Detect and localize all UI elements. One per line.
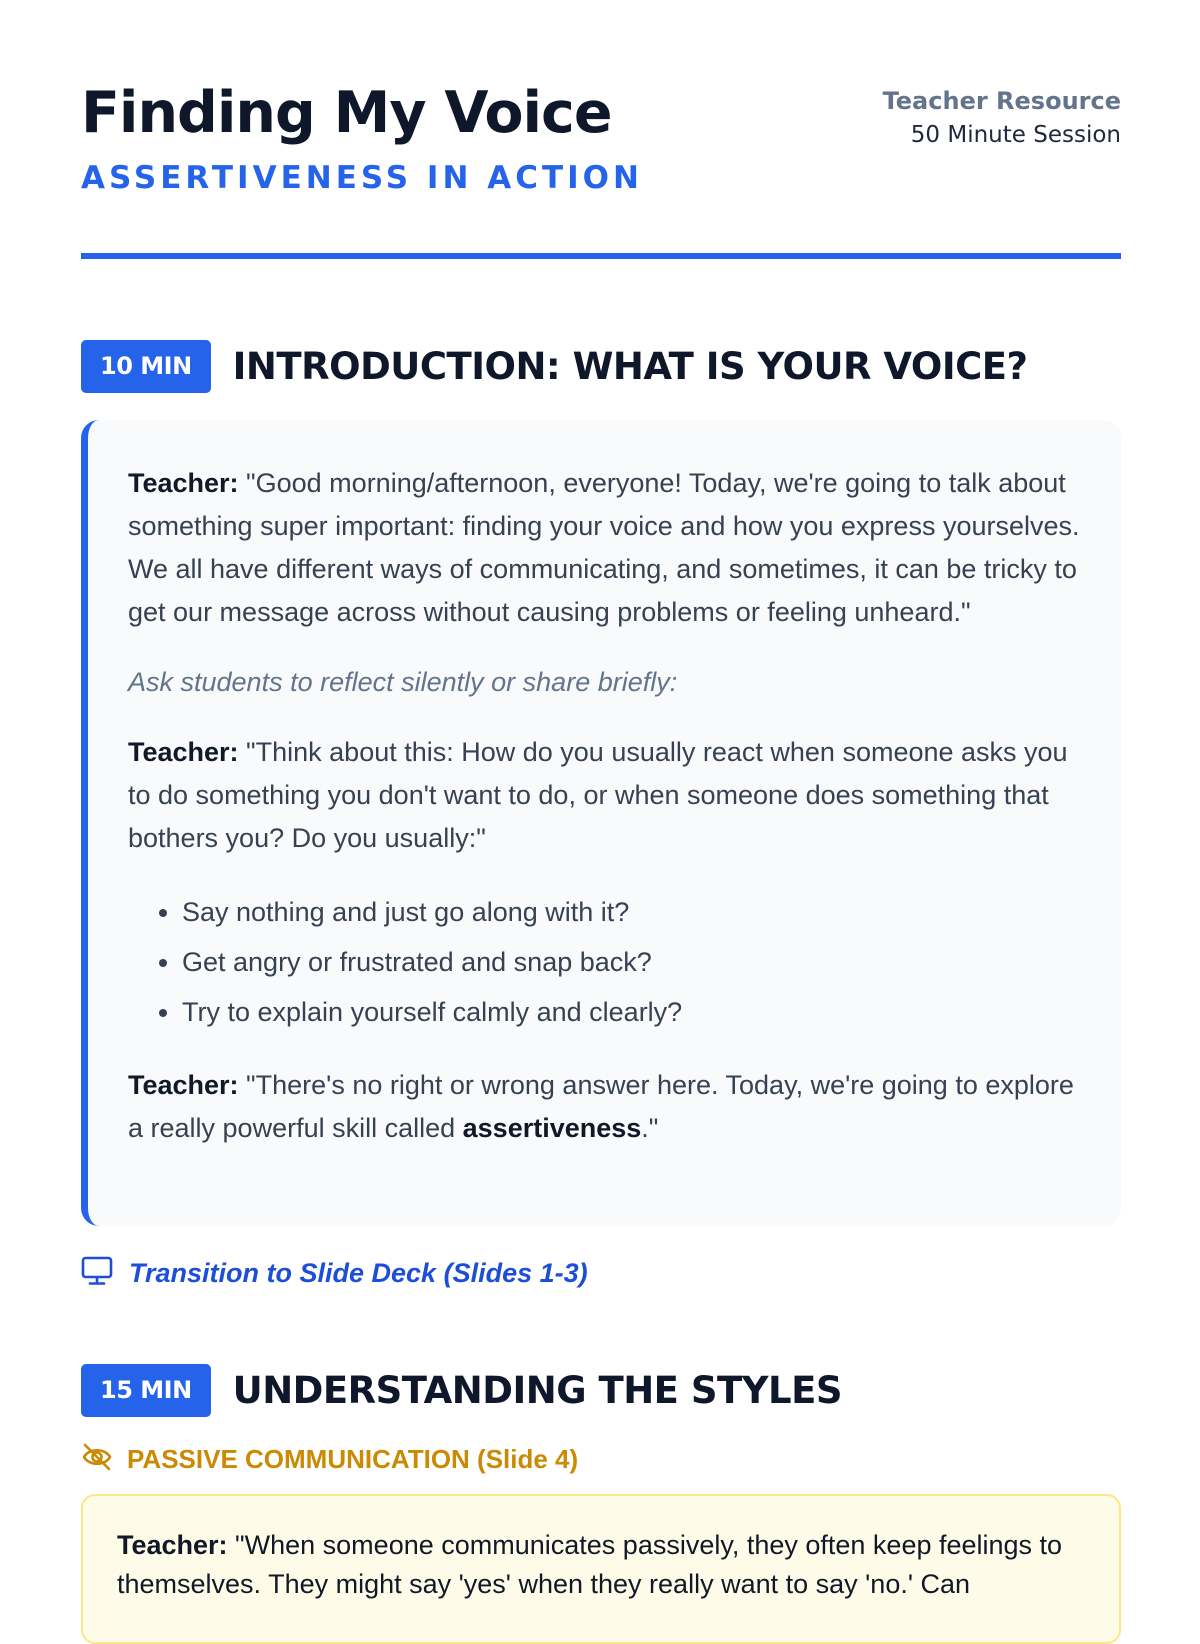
script-text-end: ." xyxy=(641,1113,659,1143)
eye-off-icon xyxy=(81,1442,113,1477)
key-term: assertiveness xyxy=(462,1113,642,1143)
slide-transition-note xyxy=(81,1256,588,1291)
resource-type: Teacher Resource xyxy=(882,87,1121,115)
speaker-label: Teacher: xyxy=(117,1530,228,1560)
teacher-script-box xyxy=(81,420,1121,1226)
stage-direction: Ask students to reflect silently or share briefly: xyxy=(128,667,678,697)
passive-communication-heading xyxy=(81,1442,578,1477)
script-paragraph xyxy=(128,462,1081,634)
subhead-label: PASSIVE COMMUNICATION (Slide 4) xyxy=(127,1444,579,1474)
script-paragraph xyxy=(128,1064,1081,1150)
list-item: • Get angry or frustrated and snap back? xyxy=(182,937,1081,987)
list-item: • Say nothing and just go along with it? xyxy=(182,887,1081,937)
document-title: Finding My Voice xyxy=(81,80,612,146)
document-subtitle: ASSERTIVENESS IN ACTION xyxy=(81,160,643,196)
monitor-icon xyxy=(81,1256,113,1291)
transition-label: Transition to Slide Deck (Slides 1-3) xyxy=(129,1258,588,1288)
header-divider xyxy=(81,253,1121,259)
lesson-page xyxy=(81,0,1121,1599)
time-badge: 10 MIN xyxy=(81,340,211,393)
script-text: "There's no right or wrong answer here. Today, we're going to explore a really powerful skill called xyxy=(128,1070,1074,1143)
time-badge: 15 MIN xyxy=(81,1364,211,1417)
session-length: 50 Minute Session xyxy=(910,122,1121,148)
script-text: "When someone communicates passively, they often keep feelings to themselves. They might say 'yes' when they really want to say 'no.' Can xyxy=(117,1530,1063,1599)
script-paragraph xyxy=(128,731,1081,860)
section-title: INTRODUCTION: WHAT IS YOUR VOICE? xyxy=(232,345,1028,388)
speaker-label: Teacher: xyxy=(128,737,239,767)
section-intro-header xyxy=(81,340,1027,393)
script-text: "Good morning/afternoon, everyone! Today, we're going to talk about something super important: finding your voice and how you express yourselves. We all have different ways of communicating, and sometimes, it can be tricky to get our message across without causing problems or feeling unheard." xyxy=(128,468,1080,627)
page-header xyxy=(81,0,1121,260)
passive-script-box xyxy=(81,1494,1121,1644)
speaker-label: Teacher: xyxy=(128,468,239,498)
list-item: • Try to explain yourself calmly and clearly? xyxy=(182,987,1081,1037)
section-title: UNDERSTANDING THE STYLES xyxy=(232,1369,842,1412)
section-styles-header xyxy=(81,1364,842,1417)
response-options-list xyxy=(128,887,1081,1037)
session-meta xyxy=(883,84,1121,152)
script-text: "Think about this: How do you usually react when someone asks you to do something you don't want to do, or when someone does something that bothers you? Do you usually:" xyxy=(128,737,1068,853)
speaker-label: Teacher: xyxy=(128,1070,239,1100)
